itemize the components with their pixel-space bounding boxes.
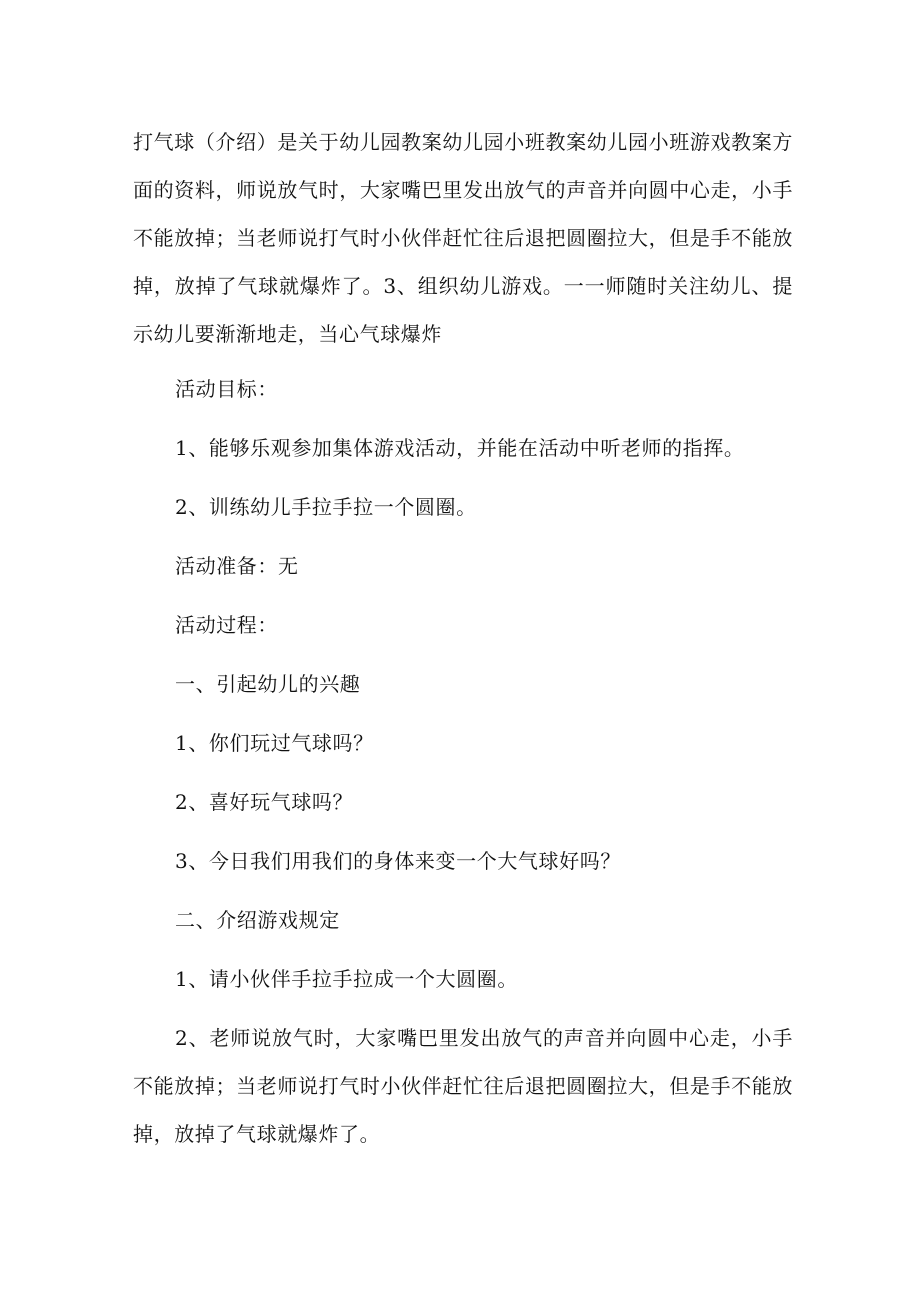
process-step-3: 3、今日我们用我们的身体来变一个大气球好吗？: [175, 849, 621, 873]
intro-paragraph: 打气球（介绍）是关于幼儿园教案幼儿园小班教案幼儿园小班游戏教案方面的资料，师说放气时，大家嘴巴里发出放气的声音并向圆中心走，小手不能放掉；当老师说打气时小伙伴赶忙往后退把圆圈拉大，但是手不能放掉，放掉了气球就爆炸了。3、组织幼儿游戏。一一师随时关注幼儿、提示幼儿要渐渐地走，当心气球爆炸: [133, 130, 793, 346]
heading-activity-preparation: 活动准备：无: [175, 554, 299, 578]
process-section-1-title: 一、引起幼儿的兴趣: [175, 672, 361, 696]
rule-item-2: 2、老师说放气时，大家嘴巴里发出放气的声音并向圆中心走，小手不能放掉；当老师说打气时小伙伴赶忙往后退把圆圈拉大，但是手不能放掉，放掉了气球就爆炸了。: [133, 1026, 793, 1146]
process-section-2-title: 二、介绍游戏规定: [175, 908, 340, 932]
process-step-1: 1、你们玩过气球吗？: [175, 731, 374, 755]
goal-item-1: 1、能够乐观参加集体游戏活动，并能在活动中听老师的指挥。: [175, 436, 745, 460]
heading-activity-goals: 活动目标：: [175, 377, 278, 401]
rule-item-1: 1、请小伙伴手拉手拉成一个大圆圈。: [175, 967, 518, 991]
goal-item-2: 2、训练幼儿手拉手拉一个圆圈。: [175, 495, 477, 519]
process-step-2: 2、喜好玩气球吗？: [175, 790, 354, 814]
heading-activity-process: 活动过程：: [175, 613, 278, 637]
